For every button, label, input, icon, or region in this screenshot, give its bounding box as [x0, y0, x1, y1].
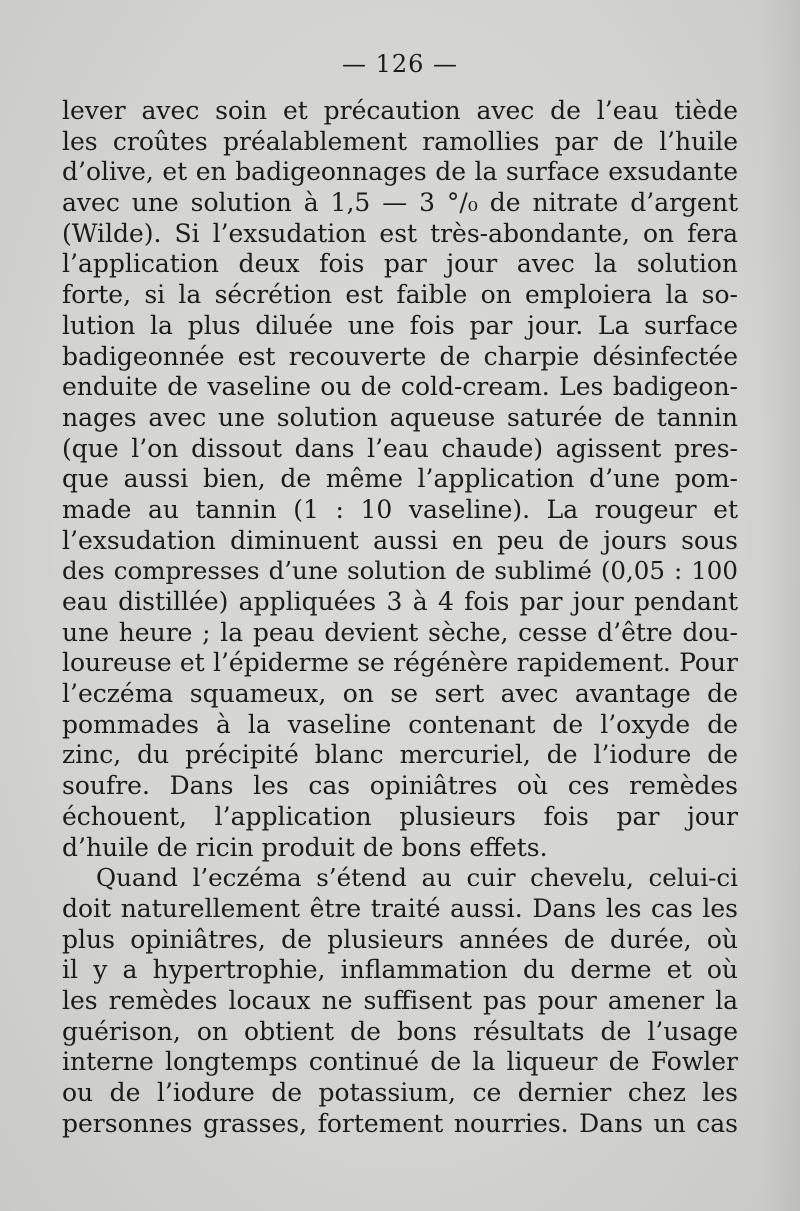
text-line: des compresses d’une solution de sublimé (0,05 : 100: [62, 556, 738, 586]
body-text: [62, 96, 738, 1139]
text-line: made au tannin (1 : 10 vaseline). La rougeur et: [62, 494, 738, 524]
text-line: lution la plus diluée une fois par jour. La surface: [62, 310, 738, 340]
text-line: interne longtemps continué de la liqueur de Fowler: [62, 1047, 738, 1077]
text-line: avec une solution à 1,5 — 3 °/₀ de nitrate d’argent: [62, 188, 738, 218]
text-line: échouent, l’application plusieurs fois par jour: [62, 801, 738, 831]
text-line: que aussi bien, de même l’application d’une pom-: [62, 464, 738, 494]
text-line: l’exsudation diminuent aussi en peu de jours sous: [62, 525, 738, 555]
paragraph-start-line: Quand l’eczéma s’étend au cuir chevelu, celui-ci: [96, 863, 738, 893]
text-line: ou de l’iodure de potassium, ce dernier chez les: [62, 1078, 738, 1107]
page-edge-shadow: [760, 0, 800, 1211]
text-line: (que l’on dissout dans l’eau chaude) agissent pres-: [62, 433, 738, 463]
text-line: il y a hypertrophie, inflammation du derme et où: [62, 955, 738, 985]
text-line: soufre. Dans les cas opiniâtres où ces remèdes: [62, 771, 738, 801]
text-line: badigeonnée est recouverte de charpie désinfectée: [62, 341, 738, 371]
text-line: lever avec soin et précaution avec de l’eau tiède: [62, 96, 738, 125]
text-line: nages avec une solution aqueuse saturée de tannin: [62, 402, 738, 432]
text-line: guérison, on obtient de bons résultats de l’usage: [62, 1016, 738, 1046]
text-line: personnes grasses, fortement nourries. Dans un cas: [62, 1108, 738, 1138]
text-line: les remèdes locaux ne suffisent pas pour amener la: [62, 985, 738, 1015]
text-line: zinc, du précipité blanc mercuriel, de l’iodure de: [62, 740, 738, 770]
text-line: eau distillée) appliquées 3 à 4 fois par jour pendant: [62, 587, 738, 616]
page-number: — 126 —: [341, 50, 459, 78]
text-line: les croûtes préalablement ramollies par de l’huile: [62, 126, 738, 156]
text-line: enduite de vaseline ou de cold-cream. Les badigeon-: [62, 372, 738, 402]
text-line: forte, si la sécrétion est faible on emploiera la so-: [62, 280, 738, 310]
text-line: (Wilde). Si l’exsudation est très-abondante, on fera: [62, 218, 738, 248]
text-line: une heure ; la peau devient sèche, cesse d’être dou-: [62, 617, 738, 647]
text-line: l’eczéma squameux, on se sert avec avantage de: [62, 679, 738, 709]
text-line: d’olive, et en badigeonnages de la surface exsudante: [62, 157, 738, 187]
text-line: pommades à la vaseline contenant de l’oxyde de: [62, 709, 738, 739]
text-line: loureuse et l’épiderme se régénère rapidement. Pour: [62, 648, 738, 678]
text-line: plus opiniâtres, de plusieurs années de durée, où: [62, 924, 738, 954]
text-line: doit naturellement être traité aussi. Dans les cas les: [62, 893, 738, 923]
text-line: l’application deux fois par jour avec la solution: [62, 249, 738, 279]
paragraph-end-line: d’huile de ricin produit de bons effets.: [62, 832, 548, 862]
